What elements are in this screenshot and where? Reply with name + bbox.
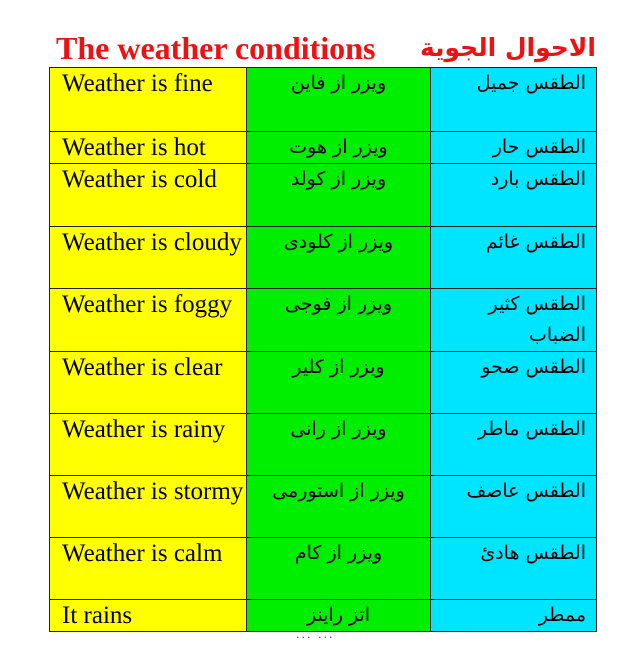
table-row — [50, 289, 597, 352]
english-phrase-cell: Weather is cold — [50, 164, 247, 227]
table-row — [50, 132, 597, 164]
arabic-phrase-cell: ممطر — [431, 600, 597, 632]
arabic-phrase-cell: الطقس كثير الضباب — [431, 289, 597, 352]
transliteration-cell: ويزر از هوت — [247, 132, 431, 164]
english-phrase-cell: Weather is rainy — [50, 414, 247, 476]
transliteration-cell: ويزر از استورمى — [247, 476, 431, 538]
table-row — [50, 68, 597, 132]
arabic-phrase-cell: الطقس جميل — [431, 68, 597, 132]
english-phrase-cell: Weather is cloudy — [50, 227, 247, 289]
arabic-phrase-cell: الطقس عاصف — [431, 476, 597, 538]
english-phrase-cell: Weather is calm — [50, 538, 247, 600]
table-row — [50, 414, 597, 476]
table-row — [50, 352, 597, 414]
english-phrase-cell: Weather is foggy — [50, 289, 247, 352]
english-phrase-cell: Weather is hot — [50, 132, 247, 164]
transliteration-cell: ويزر از كام — [247, 538, 431, 600]
arabic-phrase-cell: الطقس ماطر — [431, 414, 597, 476]
transliteration-cell: ويزر از فوجى — [247, 289, 431, 352]
table-row — [50, 600, 597, 632]
transliteration-cell: ويزر از كلير — [247, 352, 431, 414]
table-row — [50, 476, 597, 538]
transliteration-cell: ويزر از رانى — [247, 414, 431, 476]
english-phrase-cell: Weather is stormy — [50, 476, 247, 538]
arabic-phrase-cell: الطقس غائم — [431, 227, 597, 289]
table-body — [50, 68, 597, 632]
table-row — [50, 164, 597, 227]
transliteration-cell: ويزر از كلودى — [247, 227, 431, 289]
footer-fragment: ··· ··· — [296, 631, 335, 644]
transliteration-cell: اتز راينز — [247, 600, 431, 632]
title-arabic: الاحوال الجوية — [419, 33, 596, 62]
arabic-phrase-cell: الطقس صحو — [431, 352, 597, 414]
page-title — [0, 28, 640, 68]
arabic-phrase-cell: الطقس هادئ — [431, 538, 597, 600]
english-phrase-cell: Weather is fine — [50, 68, 247, 132]
arabic-phrase-cell: الطقس بارد — [431, 164, 597, 227]
arabic-phrase-cell: الطقس حار — [431, 132, 597, 164]
english-phrase-cell: Weather is clear — [50, 352, 247, 414]
title-english: The weather conditions — [56, 30, 376, 66]
weather-vocabulary-table — [49, 67, 597, 632]
table-row — [50, 538, 597, 600]
english-phrase-cell: It rains — [50, 600, 247, 632]
table-row — [50, 227, 597, 289]
transliteration-cell: ويزر از كولد — [247, 164, 431, 227]
transliteration-cell: ويزر از فاين — [247, 68, 431, 132]
